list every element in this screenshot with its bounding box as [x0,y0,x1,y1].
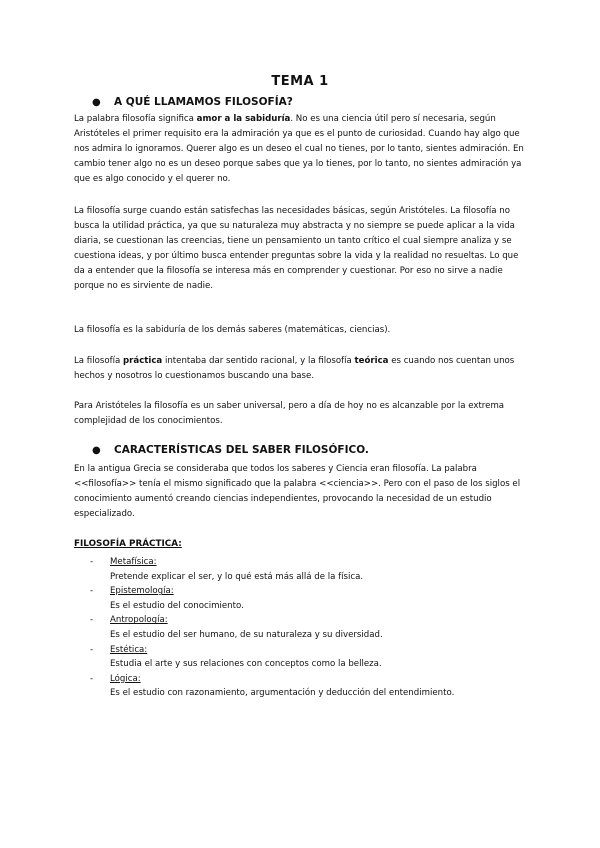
paragraph-wisdom: La filosofía es la sabiduría de los demás saberes (matemáticas, ciencias). [74,325,391,335]
paragraph-practical-theoretical [74,354,529,384]
text-run: La filosofía [74,356,123,366]
text-run: . No es una ciencia útil pero sí necesaria, según Aristóteles el primer requisito era la admiración ya que es el punto de curiosidad. Cuando hay algo que nos admira lo ignoramos. Querer algo es un deseo el cual no tienes, por lo tanto, sientes admiración. En cambio tener algo no es un deseo porque sabes que ya lo tienes, por lo tanto, no sientes admiración ya que es algo conocido y el querer no. [74,114,524,184]
text-run: intentaba dar sentido racional, y la filosofía [162,356,355,366]
practical-philosophy-title: FILOSOFÍA PRÁCTICA: [74,539,182,549]
paragraph-origin: La filosofía surge cuando están satisfechas las necesidades básicas, según Aristóteles. La filosofía no busca la utilidad práctica, ya que su naturaleza muy abstracta y no siempre se puede aplicar a la vida diaria, se cuestionan las creencias, tiene un pensamiento un tanto crítico el cual siempre analiza y se cuestiona ideas, y por último busca entender preguntas sobre la vida y la realidad no resueltas. Lo que da a entender que la filosofía se interesa más en comprender y cuestionar. Por eso no sirve a nadie porque no es sirviente de nadie. [74,206,519,291]
list-item-term: Estética: [110,644,148,655]
list-item-desc: Es el estudio del ser humano, de su naturaleza y su diversidad. [110,629,383,640]
list-item-desc: Es el estudio con razonamiento, argumentación y deducción del entendimiento. [110,688,455,699]
list-item [74,584,529,613]
bold-term: teórica [354,356,389,366]
section-heading-1 [92,96,293,108]
section-heading-2-text: CARACTERÍSTICAS DEL SABER FILOSÓFICO. [114,444,369,456]
bullet-icon: ● [92,96,101,108]
list-item [74,555,529,584]
dash-icon: - [90,644,94,655]
list-item-term: Lógica: [110,673,141,684]
paragraph-definition [74,112,529,187]
text-run: La palabra filosofía significa [74,114,197,124]
list-item [74,643,529,672]
list-item-desc: Pretende explicar el ser, y lo qué está más allá de la física. [110,571,364,582]
bullet-icon: ● [92,444,101,456]
list-item [74,613,529,642]
text-run: es cuando nos cuentan unos hechos y nosotros lo cuestionamos buscando una base. [74,356,515,381]
dash-icon: - [90,557,94,567]
dash-icon: - [90,673,94,684]
list-item-term: Antropología: [110,615,168,626]
practical-philosophy-list [74,555,529,701]
bold-term: práctica [123,356,163,366]
list-item-desc: Es el estudio del conocimiento. [110,600,244,611]
dash-icon: - [90,615,94,626]
paragraph-aristotle: Para Aristóteles la filosofía es un saber universal, pero a día de hoy no es alcanzable por la extrema complejidad de los conocimientos. [74,401,505,426]
dash-icon: - [90,586,94,597]
bold-term: amor a la sabiduría [196,114,291,124]
list-item-term: Epistemología: [110,586,174,597]
page-title: TEMA 1 [271,74,329,89]
paragraph-greece: En la antigua Grecia se consideraba que todos los saberes y Ciencia eran filosofía. La palabra <<filosofía>> tenía el mismo significado que la palabra <<ciencia>>. Pero con el paso de los siglos el conocimiento aumentó creando ciencias independientes, provocando la necesidad de un estudio especializado. [74,464,521,519]
list-item [74,672,529,701]
list-item-term: Metafísica: [110,557,157,567]
section-heading-2 [92,444,369,456]
section-heading-1-text: A QUÉ LLAMAMOS FILOSOFÍA? [114,96,293,108]
list-item-desc: Estudia el arte y sus relaciones con conceptos como la belleza. [110,659,382,670]
